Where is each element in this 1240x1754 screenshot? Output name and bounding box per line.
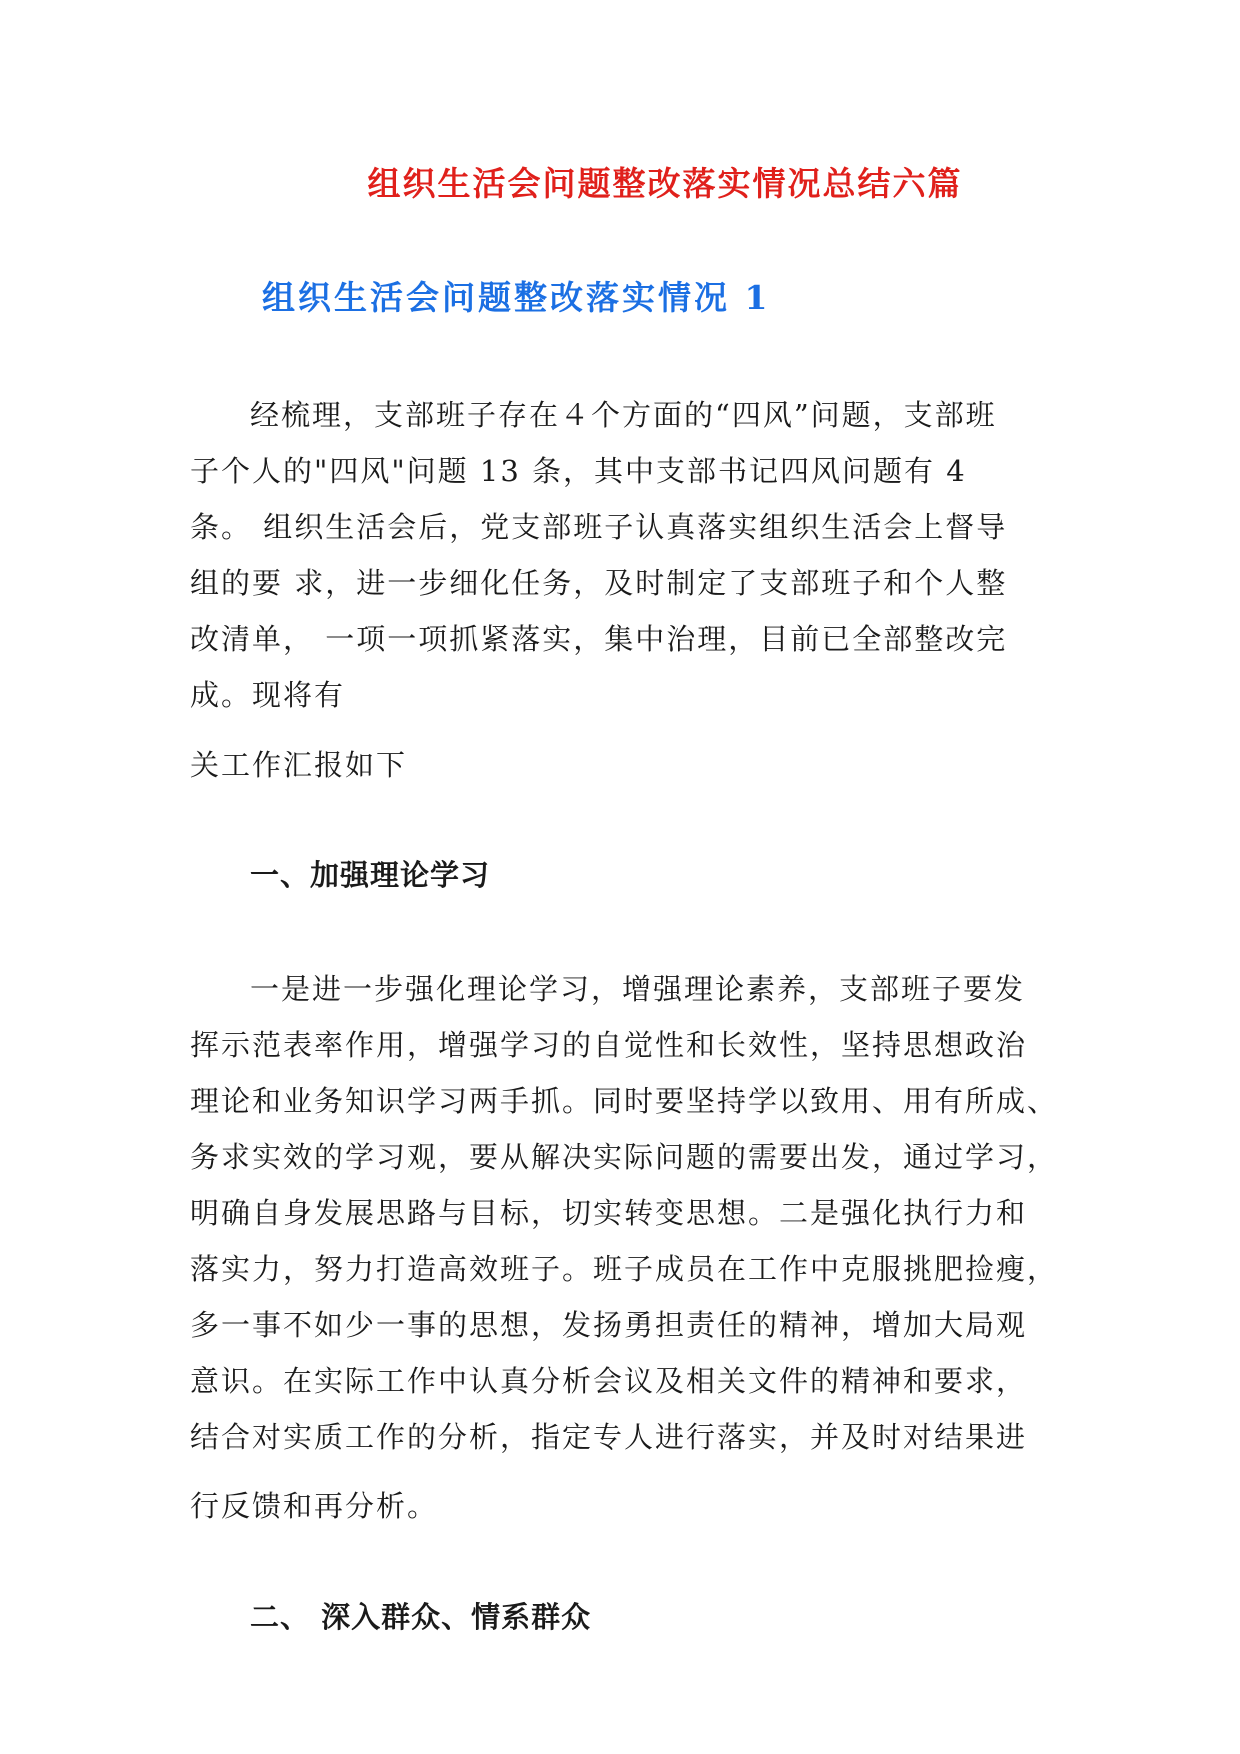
document-subtitle: 组织生活会问题整改落实情况 1 <box>262 278 771 317</box>
paragraph-line: 关工作汇报如下 <box>190 748 408 782</box>
paragraph-line: 条。 组织生活会后，党支部班子认真落实组织生活会上督导 <box>190 510 1008 544</box>
section-heading-2: 二、 深入群众、情系群众 <box>250 1600 592 1634</box>
paragraph-line: 一是进一步强化理论学习，增强理论素养，支部班子要发 <box>250 972 1026 1006</box>
paragraph-line: 意识。在实际工作中认真分析会议及相关文件的精神和要求， <box>190 1364 1028 1398</box>
paragraph-line: 经梳理，支部班子存在４个方面的“四风”问题，支部班 <box>250 398 997 432</box>
paragraph-line: 行反馈和再分析。 <box>190 1489 439 1523</box>
paragraph-line: 挥示范表率作用，增强学习的自觉性和长效性，坚持思想政治 <box>190 1028 1028 1062</box>
paragraph-line: 成。现将有 <box>190 678 346 712</box>
paragraph-line: 多一事不如少一事的思想，发扬勇担责任的精神，增加大局观 <box>190 1308 1028 1342</box>
paragraph-line: 结合对实质工作的分析，指定专人进行落实，并及时对结果进 <box>190 1420 1028 1454</box>
paragraph-line: 组的要 求，进一步细化任务，及时制定了支部班子和个人整 <box>190 566 1008 600</box>
document-title: 组织生活会问题整改落实情况总结六篇 <box>367 164 963 203</box>
section-heading-1: 一、加强理论学习 <box>250 858 491 892</box>
paragraph-line: 改清单， 一项一项抓紧落实，集中治理，目前已全部整改完 <box>190 622 1008 656</box>
paragraph-line: 务求实效的学习观，要从解决实际问题的需要出发，通过学习， <box>190 1140 1059 1174</box>
paragraph-line: 明确自身发展思路与目标，切实转变思想。二是强化执行力和 <box>190 1196 1028 1230</box>
paragraph-line: 落实力，努力打造高效班子。班子成员在工作中克服挑肥捡瘦， <box>190 1252 1059 1286</box>
paragraph-line: 理论和业务知识学习两手抓。同时要坚持学以致用、用有所成、 <box>190 1084 1059 1118</box>
paragraph-line: 子个人的"四风"问题 13 条，其中支部书记四风问题有 4 <box>190 454 967 488</box>
